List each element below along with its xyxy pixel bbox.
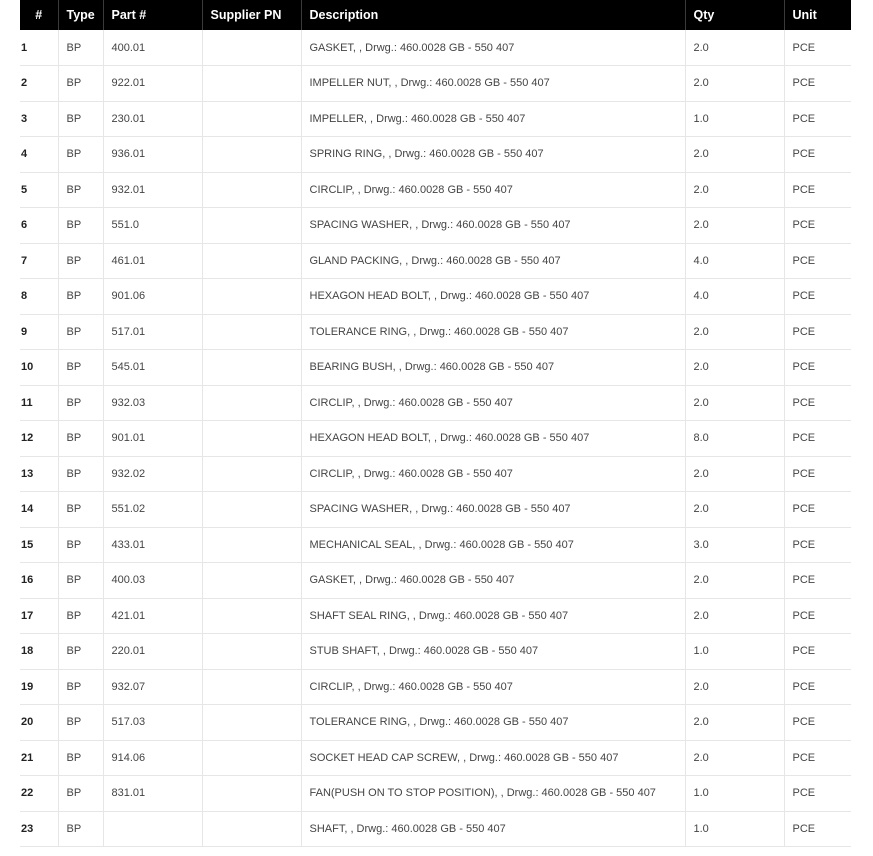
- table-row[interactable]: [20, 172, 851, 208]
- cell-unit: PCE: [784, 598, 851, 634]
- cell-type: BP: [58, 66, 103, 102]
- cell-unit: PCE: [784, 492, 851, 528]
- cell-supplier-pn: [202, 421, 301, 457]
- table-row[interactable]: [20, 279, 851, 315]
- table-row[interactable]: [20, 66, 851, 102]
- cell-qty: 1.0: [685, 811, 784, 847]
- header-description[interactable]: Description: [301, 0, 685, 30]
- table-header: [20, 0, 851, 30]
- cell-description: SOCKET HEAD CAP SCREW, , Drwg.: 460.0028 GB - 550 407: [301, 740, 685, 776]
- cell-row-number: 6: [20, 208, 58, 244]
- cell-description: MECHANICAL SEAL, , Drwg.: 460.0028 GB - 550 407: [301, 527, 685, 563]
- cell-type: BP: [58, 669, 103, 705]
- parts-list-container: [20, 0, 851, 847]
- table-row[interactable]: [20, 350, 851, 386]
- cell-row-number: 21: [20, 740, 58, 776]
- cell-description: CIRCLIP, , Drwg.: 460.0028 GB - 550 407: [301, 456, 685, 492]
- cell-supplier-pn: [202, 279, 301, 315]
- cell-type: BP: [58, 350, 103, 386]
- cell-type: BP: [58, 314, 103, 350]
- cell-part-number: 901.06: [103, 279, 202, 315]
- cell-qty: 2.0: [685, 598, 784, 634]
- cell-type: BP: [58, 421, 103, 457]
- cell-row-number: 3: [20, 101, 58, 137]
- parts-table: [20, 0, 851, 847]
- cell-row-number: 4: [20, 137, 58, 173]
- cell-qty: 4.0: [685, 279, 784, 315]
- cell-row-number: 9: [20, 314, 58, 350]
- cell-type: BP: [58, 598, 103, 634]
- header-part-number[interactable]: Part #: [103, 0, 202, 30]
- table-row[interactable]: [20, 243, 851, 279]
- cell-description: STUB SHAFT, , Drwg.: 460.0028 GB - 550 407: [301, 634, 685, 670]
- cell-description: IMPELLER NUT, , Drwg.: 460.0028 GB - 550 407: [301, 66, 685, 102]
- cell-row-number: 14: [20, 492, 58, 528]
- cell-supplier-pn: [202, 66, 301, 102]
- cell-description: GLAND PACKING, , Drwg.: 460.0028 GB - 550 407: [301, 243, 685, 279]
- cell-part-number: 220.01: [103, 634, 202, 670]
- cell-qty: 2.0: [685, 456, 784, 492]
- cell-unit: PCE: [784, 705, 851, 741]
- cell-row-number: 16: [20, 563, 58, 599]
- cell-type: BP: [58, 492, 103, 528]
- cell-part-number: 461.01: [103, 243, 202, 279]
- cell-qty: 3.0: [685, 527, 784, 563]
- cell-supplier-pn: [202, 243, 301, 279]
- cell-unit: PCE: [784, 811, 851, 847]
- cell-description: TOLERANCE RING, , Drwg.: 460.0028 GB - 550 407: [301, 314, 685, 350]
- cell-unit: PCE: [784, 243, 851, 279]
- cell-part-number: 551.02: [103, 492, 202, 528]
- cell-qty: 2.0: [685, 492, 784, 528]
- cell-part-number: 517.03: [103, 705, 202, 741]
- cell-qty: 2.0: [685, 563, 784, 599]
- cell-row-number: 19: [20, 669, 58, 705]
- cell-type: BP: [58, 527, 103, 563]
- cell-part-number: 551.0: [103, 208, 202, 244]
- cell-description: BEARING BUSH, , Drwg.: 460.0028 GB - 550 407: [301, 350, 685, 386]
- cell-part-number: 831.01: [103, 776, 202, 812]
- cell-supplier-pn: [202, 172, 301, 208]
- cell-part-number: 932.07: [103, 669, 202, 705]
- cell-row-number: 22: [20, 776, 58, 812]
- cell-type: BP: [58, 208, 103, 244]
- table-row[interactable]: [20, 30, 851, 66]
- cell-type: BP: [58, 705, 103, 741]
- cell-type: BP: [58, 172, 103, 208]
- cell-unit: PCE: [784, 66, 851, 102]
- cell-description: IMPELLER, , Drwg.: 460.0028 GB - 550 407: [301, 101, 685, 137]
- cell-unit: PCE: [784, 208, 851, 244]
- cell-part-number: 517.01: [103, 314, 202, 350]
- table-row[interactable]: [20, 101, 851, 137]
- cell-type: BP: [58, 30, 103, 66]
- cell-type: BP: [58, 776, 103, 812]
- table-row[interactable]: [20, 492, 851, 528]
- cell-part-number: 421.01: [103, 598, 202, 634]
- cell-description: CIRCLIP, , Drwg.: 460.0028 GB - 550 407: [301, 669, 685, 705]
- cell-unit: PCE: [784, 776, 851, 812]
- cell-supplier-pn: [202, 598, 301, 634]
- cell-unit: PCE: [784, 669, 851, 705]
- cell-supplier-pn: [202, 776, 301, 812]
- cell-unit: PCE: [784, 421, 851, 457]
- cell-row-number: 20: [20, 705, 58, 741]
- cell-part-number: 400.03: [103, 563, 202, 599]
- header-qty[interactable]: Qty: [685, 0, 784, 30]
- cell-description: SPACING WASHER, , Drwg.: 460.0028 GB - 550 407: [301, 492, 685, 528]
- header-number[interactable]: #: [35, 8, 43, 22]
- header-type[interactable]: Type: [58, 0, 103, 30]
- cell-row-number: 7: [20, 243, 58, 279]
- cell-type: BP: [58, 101, 103, 137]
- cell-supplier-pn: [202, 669, 301, 705]
- table-row[interactable]: [20, 811, 851, 847]
- cell-qty: 2.0: [685, 137, 784, 173]
- cell-supplier-pn: [202, 740, 301, 776]
- cell-description: SPACING WASHER, , Drwg.: 460.0028 GB - 550 407: [301, 208, 685, 244]
- cell-unit: PCE: [784, 314, 851, 350]
- cell-supplier-pn: [202, 563, 301, 599]
- cell-qty: 4.0: [685, 243, 784, 279]
- cell-row-number: 1: [20, 30, 58, 66]
- header-unit[interactable]: Unit: [784, 0, 851, 30]
- cell-description: GASKET, , Drwg.: 460.0028 GB - 550 407: [301, 563, 685, 599]
- cell-qty: 2.0: [685, 669, 784, 705]
- cell-description: FAN(PUSH ON TO STOP POSITION), , Drwg.: 460.0028 GB - 550 407: [301, 776, 685, 812]
- table-body: [20, 30, 851, 847]
- table-row[interactable]: [20, 705, 851, 741]
- cell-qty: 2.0: [685, 172, 784, 208]
- table-row[interactable]: [20, 208, 851, 244]
- cell-unit: PCE: [784, 740, 851, 776]
- cell-qty: 1.0: [685, 101, 784, 137]
- cell-row-number: 11: [20, 385, 58, 421]
- header-row: [20, 0, 851, 30]
- cell-description: TOLERANCE RING, , Drwg.: 460.0028 GB - 550 407: [301, 705, 685, 741]
- cell-unit: PCE: [784, 279, 851, 315]
- cell-type: BP: [58, 243, 103, 279]
- cell-type: BP: [58, 385, 103, 421]
- cell-supplier-pn: [202, 705, 301, 741]
- cell-part-number: 545.01: [103, 350, 202, 386]
- cell-description: SHAFT, , Drwg.: 460.0028 GB - 550 407: [301, 811, 685, 847]
- cell-row-number: 17: [20, 598, 58, 634]
- cell-part-number: 901.01: [103, 421, 202, 457]
- cell-type: BP: [58, 563, 103, 599]
- cell-supplier-pn: [202, 101, 301, 137]
- cell-description: GASKET, , Drwg.: 460.0028 GB - 550 407: [301, 30, 685, 66]
- cell-unit: PCE: [784, 101, 851, 137]
- table-row[interactable]: [20, 669, 851, 705]
- cell-qty: 2.0: [685, 314, 784, 350]
- cell-supplier-pn: [202, 314, 301, 350]
- cell-supplier-pn: [202, 456, 301, 492]
- cell-part-number: 922.01: [103, 66, 202, 102]
- cell-type: BP: [58, 279, 103, 315]
- cell-type: BP: [58, 137, 103, 173]
- table-row[interactable]: [20, 776, 851, 812]
- cell-row-number: 13: [20, 456, 58, 492]
- cell-description: SPRING RING, , Drwg.: 460.0028 GB - 550 407: [301, 137, 685, 173]
- cell-unit: PCE: [784, 30, 851, 66]
- header-supplier-pn[interactable]: Supplier PN: [202, 0, 301, 30]
- cell-qty: 2.0: [685, 66, 784, 102]
- cell-unit: PCE: [784, 563, 851, 599]
- table-row[interactable]: [20, 598, 851, 634]
- cell-unit: PCE: [784, 527, 851, 563]
- cell-row-number: 8: [20, 279, 58, 315]
- cell-type: BP: [58, 740, 103, 776]
- cell-part-number: 230.01: [103, 101, 202, 137]
- cell-part-number: 932.03: [103, 385, 202, 421]
- cell-qty: 2.0: [685, 740, 784, 776]
- cell-part-number: 400.01: [103, 30, 202, 66]
- cell-row-number: 5: [20, 172, 58, 208]
- cell-description: SHAFT SEAL RING, , Drwg.: 460.0028 GB - 550 407: [301, 598, 685, 634]
- cell-qty: 1.0: [685, 634, 784, 670]
- table-row[interactable]: [20, 421, 851, 457]
- cell-supplier-pn: [202, 350, 301, 386]
- cell-description: HEXAGON HEAD BOLT, , Drwg.: 460.0028 GB - 550 407: [301, 421, 685, 457]
- cell-supplier-pn: [202, 811, 301, 847]
- cell-supplier-pn: [202, 634, 301, 670]
- cell-type: BP: [58, 811, 103, 847]
- cell-row-number: 2: [20, 66, 58, 102]
- cell-row-number: 18: [20, 634, 58, 670]
- cell-part-number: 914.06: [103, 740, 202, 776]
- cell-qty: 2.0: [685, 385, 784, 421]
- cell-unit: PCE: [784, 456, 851, 492]
- cell-qty: 2.0: [685, 705, 784, 741]
- cell-supplier-pn: [202, 492, 301, 528]
- cell-part-number: [103, 811, 202, 847]
- table-row[interactable]: [20, 456, 851, 492]
- cell-unit: PCE: [784, 634, 851, 670]
- table-row[interactable]: [20, 563, 851, 599]
- cell-unit: PCE: [784, 172, 851, 208]
- cell-supplier-pn: [202, 385, 301, 421]
- cell-part-number: 433.01: [103, 527, 202, 563]
- cell-qty: 2.0: [685, 208, 784, 244]
- cell-row-number: 15: [20, 527, 58, 563]
- cell-supplier-pn: [202, 208, 301, 244]
- cell-qty: 2.0: [685, 350, 784, 386]
- cell-supplier-pn: [202, 137, 301, 173]
- cell-type: BP: [58, 456, 103, 492]
- table-row[interactable]: [20, 385, 851, 421]
- cell-unit: PCE: [784, 137, 851, 173]
- cell-supplier-pn: [202, 527, 301, 563]
- cell-part-number: 932.02: [103, 456, 202, 492]
- cell-qty: 2.0: [685, 30, 784, 66]
- cell-description: CIRCLIP, , Drwg.: 460.0028 GB - 550 407: [301, 385, 685, 421]
- table-row[interactable]: [20, 740, 851, 776]
- table-row[interactable]: [20, 137, 851, 173]
- cell-qty: 1.0: [685, 776, 784, 812]
- cell-supplier-pn: [202, 30, 301, 66]
- table-row[interactable]: [20, 314, 851, 350]
- cell-row-number: 12: [20, 421, 58, 457]
- cell-row-number: 23: [20, 811, 58, 847]
- cell-part-number: 936.01: [103, 137, 202, 173]
- cell-type: BP: [58, 634, 103, 670]
- cell-description: CIRCLIP, , Drwg.: 460.0028 GB - 550 407: [301, 172, 685, 208]
- cell-part-number: 932.01: [103, 172, 202, 208]
- table-row[interactable]: [20, 527, 851, 563]
- cell-description: HEXAGON HEAD BOLT, , Drwg.: 460.0028 GB - 550 407: [301, 279, 685, 315]
- cell-qty: 8.0: [685, 421, 784, 457]
- cell-row-number: 10: [20, 350, 58, 386]
- cell-unit: PCE: [784, 350, 851, 386]
- cell-unit: PCE: [784, 385, 851, 421]
- table-row[interactable]: [20, 634, 851, 670]
